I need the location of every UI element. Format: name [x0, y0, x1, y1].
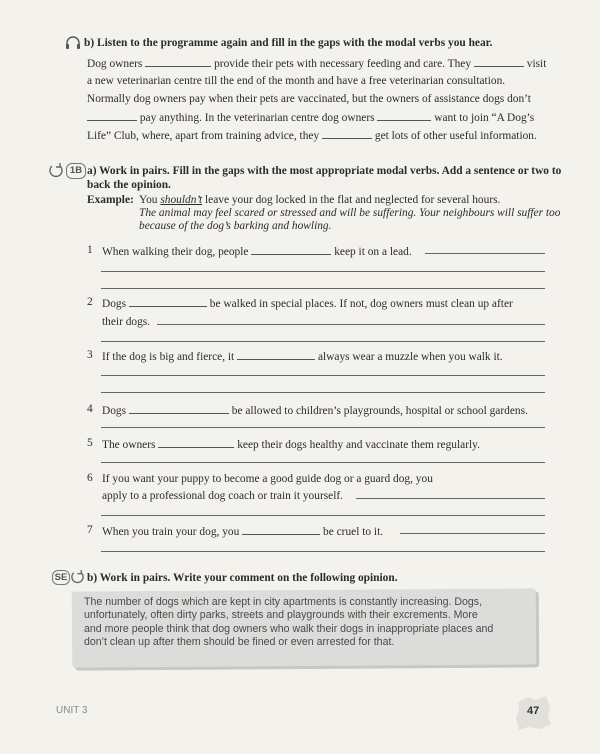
answer-line[interactable]	[101, 341, 545, 342]
section-1b-instruction: Work in pairs. Fill in the gaps with the most appropriate modal verbs. Add a sentence or two to	[99, 165, 562, 177]
answer-line[interactable]	[400, 533, 545, 534]
gap-blank[interactable]	[129, 403, 229, 414]
gap-blank[interactable]	[87, 110, 137, 121]
example-line-2: The animal may feel scared or stressed and will be suffering. Your neighbours will suffer too	[139, 207, 561, 219]
answer-line[interactable]	[101, 271, 545, 272]
gap-blank[interactable]	[474, 56, 524, 67]
item-number: 1	[87, 244, 93, 256]
exercise-item-6: If you want your puppy to become a good guide dog or a guard dog, you	[102, 473, 433, 485]
item-number: 7	[87, 524, 93, 536]
exercise-item-1: When walking their dog, people keep it on a lead.	[102, 246, 412, 258]
item-number: 6	[87, 472, 93, 484]
answer-line[interactable]	[101, 551, 545, 552]
gap-blank[interactable]	[251, 244, 331, 255]
section-se-label: b)	[87, 572, 98, 584]
item-number: 2	[87, 296, 93, 308]
answer-line[interactable]	[425, 253, 545, 254]
gap-blank[interactable]	[129, 296, 207, 307]
gap-blank[interactable]	[158, 437, 234, 448]
note-line: and more people think that dog owners who walk their dogs in inappropriate places and	[84, 622, 494, 635]
unit-label: UNIT 3	[56, 705, 88, 716]
gap-blank[interactable]	[237, 349, 315, 360]
section-se-instruction: Work in pairs. Write your comment on the following opinion.	[99, 572, 398, 584]
exercise-item-2: Dogs be walked in special places. If not, dog owners must clean up after	[102, 298, 513, 310]
paragraph-line-4: pay anything. In the veterinarian centre dog owners want to join “A Dog’s	[87, 110, 534, 125]
answer-line[interactable]	[101, 392, 545, 393]
paragraph-line-1: Dog owners provide their pets with necessary feeding and care. They visit	[87, 58, 547, 70]
note-line: don’t clean up after them should be fined or even arrested for that.	[84, 636, 395, 649]
section-b-label: b)	[84, 37, 95, 49]
example-modal: shouldn’t	[160, 194, 203, 206]
section-b-instruction: Listen to the programme again and fill in the gaps with the modal verbs you hear.	[97, 37, 493, 49]
page-number: 47	[527, 705, 540, 717]
example-line-1: You shouldn’t leave your dog locked in the flat and neglected for several hours.	[139, 194, 501, 206]
badge-se: SE	[52, 570, 70, 585]
pair-work-icon	[70, 569, 85, 584]
answer-line[interactable]	[101, 515, 545, 516]
answer-line[interactable]	[101, 462, 545, 463]
answer-line[interactable]	[101, 288, 545, 289]
pair-work-icon	[48, 162, 64, 178]
exercise-item-7: When you train your dog, you be cruel to it.	[102, 526, 384, 538]
example-line-3: because of the dog’s barking and howling.	[139, 220, 332, 232]
note-line: unfortunately, often dirty parks, streets and playgrounds with their excrements. More	[84, 609, 478, 622]
exercise-item-5: The owners keep their dogs healthy and vaccinate them regularly.	[102, 439, 480, 451]
exercise-item-6-cont: apply to a professional dog coach or train it yourself.	[102, 490, 344, 502]
paragraph-line-2: a new veterinarian centre till the end of the month and have a free veterinarian consultation.	[87, 75, 506, 87]
gap-blank[interactable]	[242, 524, 320, 535]
paragraph-line-5: Life” Club, where, apart from training advice, they get lots of other useful information.	[87, 130, 537, 142]
opinion-note-text	[84, 596, 534, 650]
section-1b-label: a)	[87, 165, 97, 177]
answer-line[interactable]	[101, 375, 545, 376]
example-label: Example:	[87, 194, 134, 206]
note-line: The number of dogs which are kept in city apartments is constantly increasing. Dogs,	[84, 596, 483, 608]
paragraph-line-3: Normally dog owners pay when their pets are vaccinated, but the owners of assistance dogs don’t	[87, 93, 531, 105]
item-number: 5	[87, 437, 93, 449]
exercise-item-2-cont: their dogs.	[102, 316, 151, 328]
gap-blank[interactable]	[322, 128, 372, 139]
exercise-item-4: Dogs be allowed to children’s playgrounds, hospital or school gardens.	[102, 405, 528, 417]
item-number: 3	[87, 349, 93, 361]
answer-line[interactable]	[356, 498, 545, 499]
exercise-item-3: If the dog is big and fierce, it always wear a muzzle when you walk it.	[102, 351, 503, 363]
gap-blank[interactable]	[145, 56, 211, 67]
answer-line[interactable]	[157, 324, 545, 325]
item-number: 4	[87, 403, 93, 415]
answer-line[interactable]	[101, 427, 545, 428]
headphones-icon	[64, 35, 82, 51]
badge-1b: 1B	[66, 163, 86, 179]
gap-blank[interactable]	[377, 110, 431, 121]
section-1b-instruction-cont: back the opinion.	[87, 179, 171, 191]
